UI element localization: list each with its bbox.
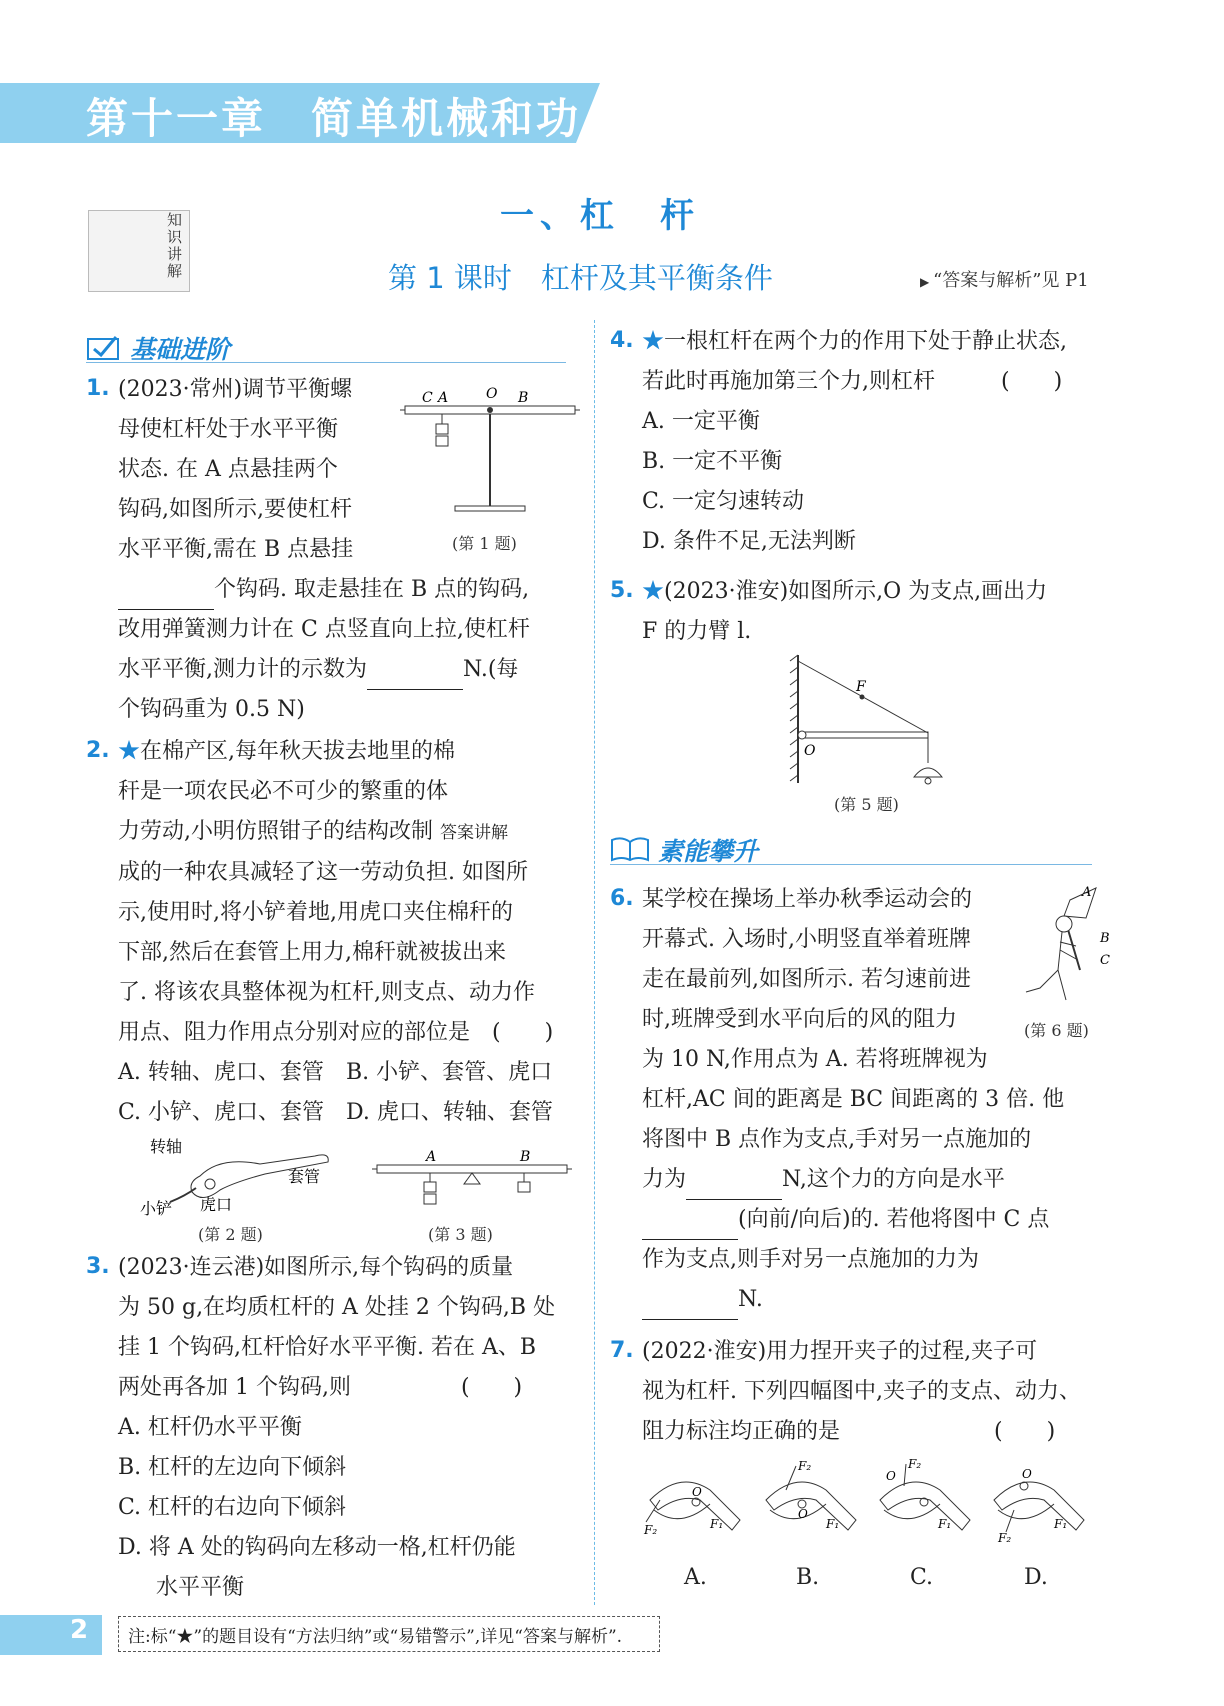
fig-label: F₁ [938,1517,952,1531]
q1-text: (2023·常州)调节平衡螺 母使杠杆处于水平平衡 状态. 在 A 点悬挂两个 钩码,如图所示,要使杠杆 水平平衡,需在 B 点悬挂 [118,377,354,562]
q5-text: ★(2023·淮安)如图所示,O 为支点,画出力 F 的力臂 l. [642,579,1048,644]
lesson-title: 第 1 课时 杠杆及其平衡条件 [388,261,773,295]
footer-note: 注:标“★”的题目设有“方法归纳”或“易错警示”,详见“答案与解析”. [128,1627,623,1647]
figure-caption: (第 2 题) [198,1225,263,1244]
lamp-lever-figure [790,655,960,790]
fig-label: B [1100,931,1110,946]
fig-label: C [422,390,433,406]
triangle-icon: ▶ [920,275,934,289]
answer-blank[interactable] [367,667,463,690]
choice-label: A. [684,1565,707,1590]
fig-label: O [798,1507,808,1521]
figure-caption: (第 6 题) [1024,1021,1089,1040]
fig-label: C [1100,953,1110,968]
figure-caption: (第 1 题) [452,534,517,553]
question-number: 2. [86,738,110,763]
q6-text: 某学校在操场上举办秋季运动会的 开幕式. 入场时,小明竖直举着班牌 走在最前列,如图所示. 若匀速前进 时,班牌受到水平向后的风的阻力 为 10 N,作用点为 A. 若将班牌视为 杠杆,AC 间的距离是 BC 间距离的 3 倍. 他 将图中 B 点作为支点,手对另一点施加的 力为 N,这个力的方向是水平 (向前/向后)的. 若他将图中 C 点 作为支点,则手对另一点施加的力为 N. [642,880,1112,1320]
open-book-icon [610,836,650,862]
choice-label: C. [910,1565,934,1590]
fig-label: A [438,390,449,406]
heading-rule [610,864,1092,865]
fig-label: 虎口 [200,1195,233,1214]
question-number: 3. [86,1254,110,1279]
sign-carrier-figure [1020,880,1120,1010]
choice-label: D. [1024,1565,1048,1590]
fig-label: O [692,1485,702,1499]
clip-figure-b [756,1460,866,1550]
q4-text: ★一根杠杆在两个力的作用下处于静止状态, 若此时再施加第三个力,则杠杆 ( ) A. 一定平衡 B. 一定不平衡 C. 一定匀速转动 D. 条件不足,无法判断 [642,329,1068,554]
question-number: 7. [610,1338,634,1363]
fig-label: F [856,679,866,695]
q2-text: ★在棉产区,每年秋天拔去地里的棉 秆是一项农民必不可少的繁重的体 力劳动,小明仿照钳子的结构改制 答案讲解 成的一种农具减轻了这一劳动负担. 如图所 示,使用时,将小铲着地,用虎口夹住棉秆的 下部,然后在套管上用力,棉秆就被拔出来 了. 将该农具整体视为杠杆,则支点、动力作 用点、阻力作用点分别对应的部位是 ( ) A. 转轴、虎口、套管 B. 小铲、套管、虎口 C. 小铲、虎口、套管 D. 虎口、转轴、套管 [118,739,554,1125]
q1-text-cont: 个钩码. 取走悬挂在 B 点的钩码, 改用弹簧测力计在 C 点竖直向上拉,使杠杆 水平平衡,测力计的示数为 N.(每 个钩码重为 0.5 N) [118,577,530,722]
question-number: 6. [610,886,634,911]
fig-label: 小铲 [140,1199,173,1218]
star-icon: ★ [642,579,665,604]
q7-text: (2022·淮安)用力捏开夹子的过程,夹子可 视为杠杆. 下列四幅图中,夹子的支点、动力、 阻力标注均正确的是 ( ) [642,1339,1081,1444]
fig-label: F₂ [908,1457,922,1471]
figure-caption: (第 3 题) [428,1225,493,1244]
star-icon: ★ [642,329,665,354]
clip-figure-a [640,1460,750,1550]
section-basic-heading: 基础进阶 [130,335,231,364]
answer-explain-tag[interactable]: 答案讲解 [440,823,508,843]
fig-label: A [426,1149,437,1165]
question-number: 1. [86,376,110,401]
figure-caption: (第 5 题) [834,795,899,814]
balance-lever-figure [372,1150,572,1220]
fig-label: O [486,386,498,402]
fig-label: F₂ [998,1531,1012,1545]
q3-text: (2023·连云港)如图所示,每个钩码的质量 为 50 g,在均质杠杆的 A 处挂 2 个钩码,B 处 挂 1 个钩码,杠杆恰好水平平衡. 若在 A、B 两处再各加 1 个钩码,则 ( ) A. 杠杆仍水平平衡 B. 杠杆的左边向下倾斜 C. 杠杆的右边向下倾斜 D. 将 A 处的钩码向左移动一格,杠杆仍能 水平平衡 [118,1255,556,1600]
knowledge-label: 知识讲解 [167,211,183,280]
fig-label: A [1082,885,1092,900]
section-title: 一、杠 杆 [500,196,700,236]
column-divider [594,320,595,1605]
fig-label: O [886,1469,896,1483]
answer-blank[interactable] [642,1297,738,1320]
fig-label: O [804,743,816,759]
choice-label: B. [796,1565,820,1590]
question-number: 4. [610,328,634,353]
fig-label: F₁ [710,1517,724,1531]
lever-stand-figure [400,384,580,524]
answer-reference: ▶ “答案与解析”见 P1 [920,270,1089,291]
fig-label: F₁ [1054,1517,1068,1531]
fig-label: F₁ [826,1517,840,1531]
star-icon: ★ [118,739,141,764]
answer-blank[interactable] [118,587,214,610]
clip-figure-d [984,1460,1094,1550]
fig-label: F₂ [644,1523,658,1537]
chapter-title: 第十一章 简单机械和功 [86,94,582,143]
book-check-icon [86,333,122,361]
fig-label: F₂ [798,1459,812,1473]
fig-label: B [520,1149,531,1165]
heading-rule [86,362,566,363]
section-advanced-heading: 素能攀升 [658,837,759,866]
page-number: 2 [70,1615,89,1645]
cotton-tool-figure [140,1138,340,1218]
answer-blank[interactable] [642,1217,738,1240]
fig-label: 套管 [288,1167,321,1186]
fig-label: B [518,390,529,406]
answer-blank[interactable] [686,1177,782,1200]
fig-label: 转轴 [150,1137,183,1156]
question-number: 5. [610,578,634,603]
clip-figure-c [870,1457,980,1550]
fig-label: O [1022,1467,1032,1481]
